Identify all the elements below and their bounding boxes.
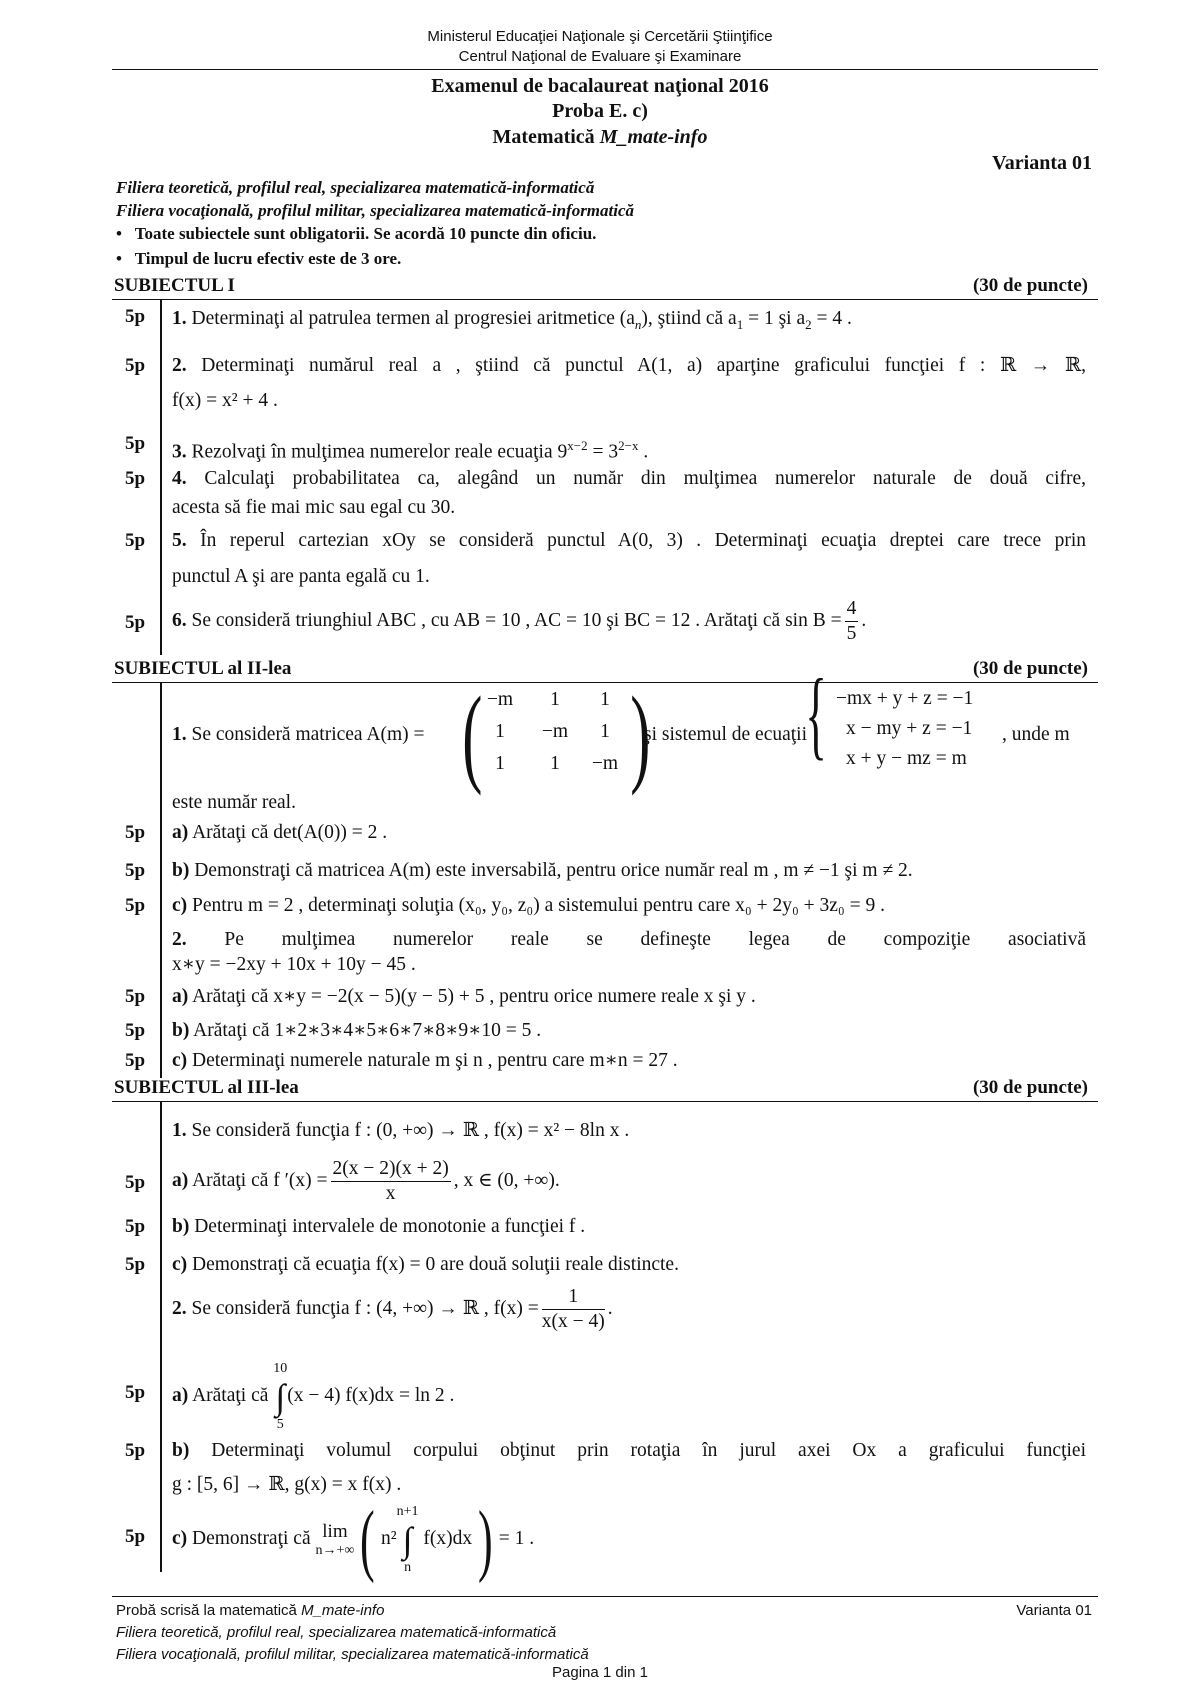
section-2-rule bbox=[112, 682, 1098, 683]
score: 5p bbox=[125, 1020, 146, 1041]
center: Centrul Naţional de Evaluare şi Examinare bbox=[458, 48, 742, 65]
footer-rule bbox=[112, 1596, 1098, 1597]
footer-variant: Varianta 01 bbox=[1016, 1602, 1092, 1619]
section-3-rule bbox=[112, 1101, 1098, 1102]
section-2-points: (30 de puncte) bbox=[972, 658, 1088, 679]
score: 5p bbox=[125, 1216, 146, 1237]
s2-p1-b: b) Demonstraţi că matricea A(m) este inversabilă, pentru orice număr real m , m ≠ −1 şi m ≠ 2. bbox=[172, 860, 913, 881]
score: 5p bbox=[125, 860, 146, 881]
score: 5p bbox=[125, 1440, 146, 1461]
s2-p1-tail: este număr real. bbox=[172, 792, 296, 813]
score: 5p bbox=[125, 468, 146, 489]
s2-p1-c: c) Pentru m = 2 , determinaţi soluţia (x₀, y₀, z₀) a sistemului pentru care x₀ + 2y₀ + 3z₀ = 9 . bbox=[172, 895, 885, 916]
s1-q2: 2. Determinaţi numărul real a , ştiind că punctul A(1, a) aparţine graficului funcţiei f : ℝ → ℝ, bbox=[172, 355, 1086, 376]
s3-p1-a: a) Arătaţi că f ′(x) = $\frac{2(x - 2)(x + 2)}{x}$ , x ∈ (0, +∞). bbox=[172, 1158, 560, 1205]
s3-p2-a: a) Arătaţi că 10 ∫ 5(x − 4) f(x)dx = ln 2 . bbox=[172, 1360, 455, 1432]
s3-p2-c: c) Demonstraţi că lim n→+∞( n²n+1 ∫ n f(x)dx) = 1 . bbox=[172, 1495, 535, 1584]
footer-filiera-2: Filiera vocaţională, profilul militar, specializarea matematică-informatică bbox=[116, 1646, 589, 1663]
section-1-points: (30 de puncte) bbox=[972, 275, 1088, 296]
subject: Matematică M_mate-info bbox=[492, 126, 708, 148]
section-3-bar bbox=[160, 1102, 162, 1572]
section-1-rule bbox=[112, 299, 1098, 300]
s1-q1: 1. Determinaţi al patrulea termen al progresiei aritmetice $(a_n)$, ştiind că $a_1 = 1$ şi $a_2 = 4$ . bbox=[172, 308, 852, 332]
s2-p1-a: a) Arătaţi că det(A(0)) = 2 . bbox=[172, 822, 388, 843]
footer-filiera-1: Filiera teoretică, profilul real, specializarea matematică-informatică bbox=[116, 1624, 557, 1641]
section-1-title: SUBIECTUL I bbox=[114, 275, 235, 296]
page-number: Pagina 1 din 1 bbox=[552, 1664, 648, 1681]
s1-q3: 3. Rezolvaţi în mulţimea numerelor reale ecuaţia $9^{x-2} = 3^{2-x}$ . bbox=[172, 438, 649, 463]
score: 5p bbox=[125, 822, 146, 843]
score: 5p bbox=[125, 612, 146, 633]
score: 5p bbox=[125, 1254, 146, 1275]
s1-q2-line2: f(x) = x² + 4 . bbox=[172, 390, 278, 411]
section-3-points: (30 de puncte) bbox=[972, 1077, 1088, 1098]
section-1-bar bbox=[160, 300, 162, 655]
score: 5p bbox=[125, 1050, 146, 1071]
score: 5p bbox=[125, 355, 146, 376]
score: 5p bbox=[125, 1526, 146, 1547]
probe: Proba E. c) bbox=[552, 100, 648, 122]
s1-q4-line2: acesta să fie mai mic sau egal cu 30. bbox=[172, 497, 456, 518]
s2-p2-law: x∗y = −2xy + 10x + 10y − 45 . bbox=[172, 954, 416, 975]
s2-p2-b: b) Arătaţi că 1∗2∗3∗4∗5∗6∗7∗8∗9∗10 = 5 . bbox=[172, 1020, 542, 1041]
s1-q6: 6. Se consideră triunghiul ABC , cu AB = 10 , AC = 10 şi BC = 12 . Arătaţi că sin B = $\frac{4}{5}$ . bbox=[172, 598, 867, 645]
s1-q5-line2: punctul A şi are panta egală cu 1. bbox=[172, 566, 430, 587]
s2-p2-a: a) Arătaţi că x∗y = −2(x − 5)(y − 5) + 5 , pentru orice numere reale x şi y . bbox=[172, 986, 756, 1007]
variant: Varianta 01 bbox=[992, 152, 1092, 174]
score: 5p bbox=[125, 986, 146, 1007]
bullet-1: • Toate subiectele sunt obligatorii. Se acordă 10 puncte din oficiu. bbox=[116, 224, 597, 243]
section-2-title: SUBIECTUL al II-lea bbox=[114, 658, 292, 679]
section-2-bar bbox=[160, 683, 162, 1078]
s2-p2-c: c) Determinaţi numerele naturale m şi n , pentru care m∗n = 27 . bbox=[172, 1050, 678, 1071]
score: 5p bbox=[125, 530, 146, 551]
integral-sign: 10 ∫ 5 bbox=[273, 1360, 288, 1432]
score: 5p bbox=[125, 1172, 146, 1193]
score: 5p bbox=[125, 895, 146, 916]
filiera-1: Filiera teoretică, profilul real, specializarea matematică-informatică bbox=[116, 178, 595, 197]
equation-system: −mx + y + z = −1 x − my + z = −1 x + y − mz = m bbox=[836, 688, 974, 769]
bullet-2: • Timpul de lucru efectiv este de 3 ore. bbox=[116, 249, 402, 268]
section-3-title: SUBIECTUL al III-lea bbox=[114, 1077, 299, 1098]
filiera-2: Filiera vocaţională, profilul militar, specializarea matematică-informatică bbox=[116, 201, 635, 220]
score: 5p bbox=[125, 1382, 146, 1403]
exam-title: Examenul de bacalaureat naţional 2016 bbox=[431, 75, 769, 97]
footer-line1: Probă scrisă la matematică M_mate-info bbox=[116, 1602, 385, 1619]
s3-p2-b-line2: g : [5, 6] → ℝ, g(x) = x f(x) . bbox=[172, 1474, 402, 1495]
s3-p2-b: b) Determinaţi volumul corpului obţinut prin rotaţia în jurul axei Ox a graficului funcţiei bbox=[172, 1440, 1086, 1461]
header-rule bbox=[112, 69, 1098, 70]
ministry: Ministerul Educaţiei Naţionale şi Cercetării Ştiinţifice bbox=[427, 28, 773, 45]
s2-p1-intro: 1. Se consideră matricea A(m) = ( −m 1 1 1 −m 1 1 1 −m ) şi sistemul de ecuaţii { −mx + y + z = −1 x − my + z = −1 x + y − mz = m , unde m bbox=[172, 658, 1070, 796]
matrix-a: ( −m 1 1 1 −m 1 1 1 −m ) bbox=[462, 674, 651, 796]
s1-q5: 5. În reperul cartezian xOy se consideră punctul A(0, 3) . Determinaţi ecuaţia dreptei care trece prin bbox=[172, 530, 1087, 551]
s1-q4: 4. Calculaţi probabilitatea ca, alegând un număr din mulţimea numerelor naturale de două cifre, bbox=[172, 468, 1087, 489]
s3-p1-c: c) Demonstraţi că ecuaţia f(x) = 0 are două soluţii reale distincte. bbox=[172, 1254, 679, 1275]
s2-p2-intro: 2. Pe mulţimea numerelor reale se defineşte legea de compoziţie asociativă bbox=[172, 929, 1087, 950]
score: 5p bbox=[125, 306, 146, 327]
s3-p2-intro: 2. Se consideră funcţia f : (4, +∞) → ℝ , f(x) = $\frac{1}{x(x - 4)}$ . bbox=[172, 1286, 613, 1333]
s3-p1-b: b) Determinaţi intervalele de monotonie a funcţiei f . bbox=[172, 1216, 586, 1237]
s3-p1-intro: 1. Se consideră funcţia f : (0, +∞) → ℝ , f(x) = x² − 8ln x . bbox=[172, 1120, 630, 1141]
score: 5p bbox=[125, 433, 146, 454]
